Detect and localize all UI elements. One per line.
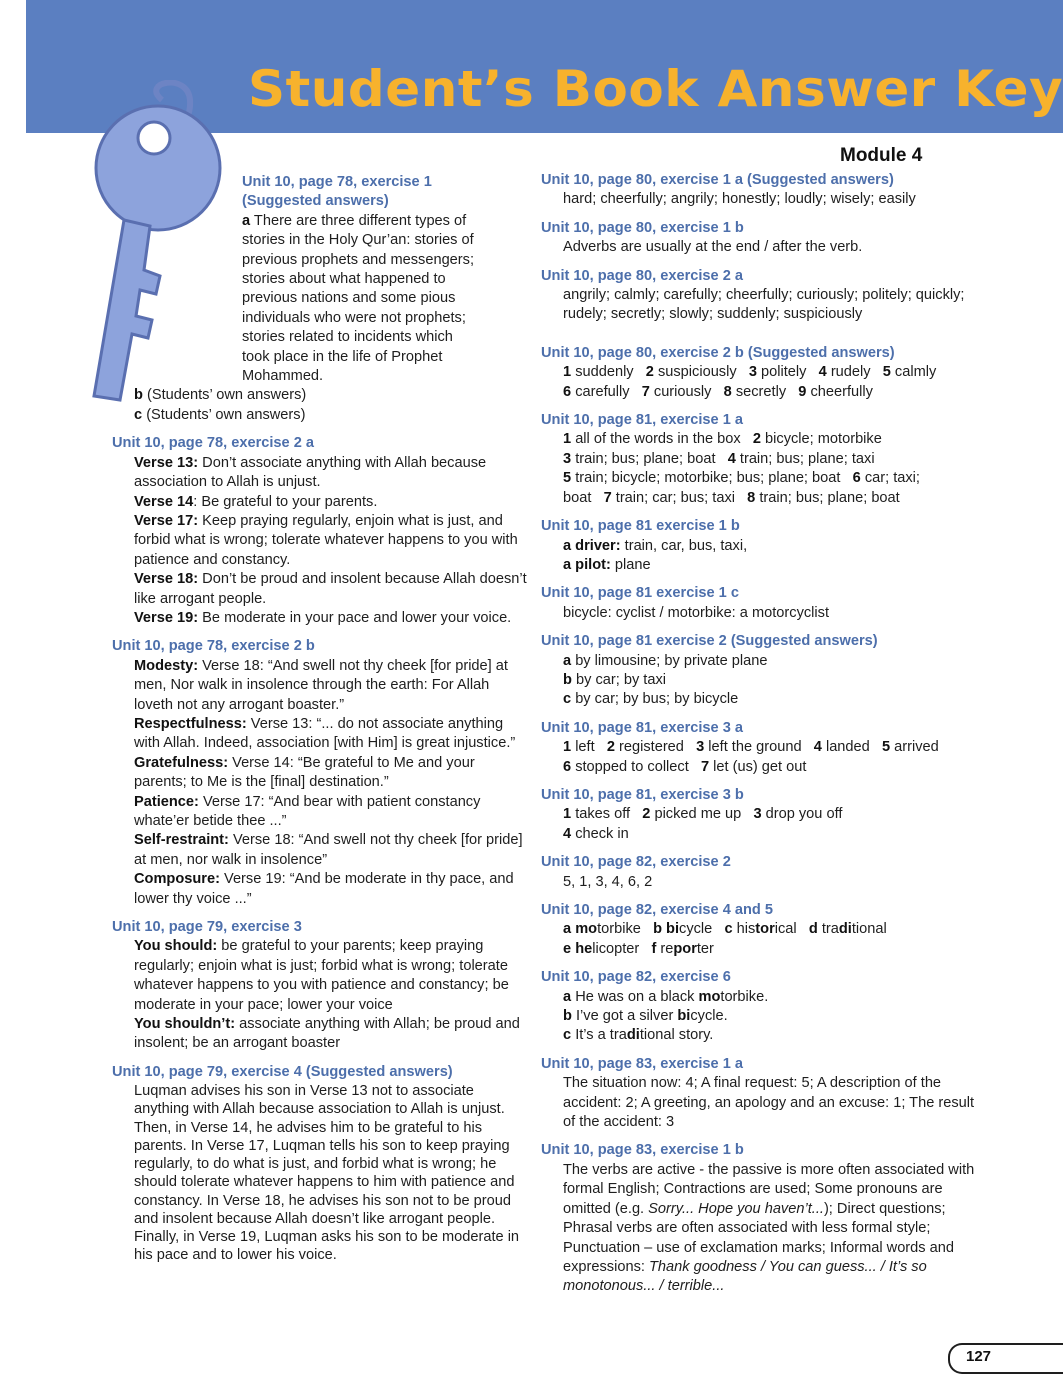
answer-text: cheerfully	[810, 383, 873, 400]
answer-text: Verse 18: “And swell not thy cheek [for pride] at men, Nor walk in insolence through the earth: For Allah loveth not any arrogant boaster.”	[134, 657, 508, 713]
item-number: 3	[748, 364, 757, 381]
answer-text: Don’t be proud and insolent because Allah doesn’t like arrogant people.	[134, 571, 527, 607]
answer-text: 5, 1, 3, 4, 6, 2	[563, 873, 653, 890]
item-label: Patience:	[134, 793, 199, 810]
section-heading-sub: (Suggested answers)	[242, 193, 389, 210]
answer-text: Verse 19: “And be moderate in thy pace, and lower thy voice ...”	[134, 871, 514, 907]
word-part: tional story.	[639, 1027, 714, 1044]
answer-line: stories about what happened to	[242, 271, 446, 288]
section-u10-p79-ex3	[112, 918, 530, 1054]
item-label: b	[653, 921, 662, 938]
item-label: Composure:	[134, 871, 220, 888]
answer-text: ); Direct questions; Phrasal verbs are often associated with less formal style; Punctuation – use of exclamation marks; Informal words and expressions:	[563, 1200, 954, 1275]
answer-text: hard; cheerfully; angrily; honestly; loudly; wisely; easily	[563, 191, 916, 208]
item-number: 4	[727, 450, 736, 467]
item-number: 2	[645, 364, 654, 381]
answer-text: by car; by taxi	[575, 671, 667, 688]
answer-text: curiously	[653, 383, 712, 400]
answer-line: individuals who were not prophets;	[242, 309, 466, 326]
item-number: 1	[563, 364, 572, 381]
word-part: torbike	[597, 921, 641, 938]
stressed-syllable: tor	[755, 921, 775, 938]
section-u10-p81-ex1b	[541, 517, 981, 575]
item-label: c	[724, 921, 733, 938]
item-number: 4	[563, 825, 572, 842]
section-u10-p81-ex2	[541, 632, 981, 710]
word-part: He was on a black	[575, 988, 699, 1005]
section-u10-p80-ex1a	[541, 171, 981, 210]
answer-text: Don’t associate anything with Allah because association to Allah is unjust.	[134, 454, 487, 491]
answer-text: bicycle: cyclist / motorbike: a motorcyclist	[563, 604, 829, 621]
item-label: a	[563, 988, 572, 1005]
word-part: tional	[851, 921, 887, 938]
section-heading: Unit 10, page 83, exercise 1 a	[541, 1055, 743, 1072]
stressed-syllable: bi	[677, 1008, 691, 1025]
item-label: b	[563, 1008, 572, 1025]
answer-text: angrily; calmly; carefully; cheerfully; curiously; politely; quickly; rudely; secretly; slowly; suddenly; suspiciously	[563, 287, 965, 323]
section-heading: Unit 10, page 81 exercise 2 (Suggested answers)	[541, 633, 878, 650]
item-number: 3	[563, 450, 572, 467]
section-u10-p78-ex2a	[112, 434, 530, 628]
section-heading: Unit 10, page 81, exercise 1 a	[541, 412, 743, 429]
item-label: Verse 19:	[134, 609, 199, 626]
section-u10-p79-ex4	[112, 1063, 530, 1264]
answer-line: previous nations and some pious	[242, 290, 456, 307]
answer-text: Luqman advises his son in Verse 13 not to associate anything with Allah because association to Allah is unjust. Then, in Verse 14, he advises him to be grateful to his parents. In Verse 17, Luqman tells his son to keep praying regularly, to do what is just, and forbid what is wrong; he should tolerate whatever happens to him with patience and constancy. In Verse 18, he advises his son not to be proud and insolent because Allah doesn’t like arrogant people. Finally, in Verse 19, Luqman asks his son to be moderate in his pace and to lower his voice.	[134, 1083, 520, 1264]
section-u10-p83-ex1a	[541, 1055, 981, 1133]
answer-text: by limousine; by private plane	[575, 652, 768, 669]
section-u10-p81-ex1c	[541, 584, 981, 623]
answer-text: calmly	[894, 364, 937, 381]
section-u10-p78-ex2b	[112, 637, 530, 909]
section-heading: Unit 10, page 80, exercise 2 b (Suggested answers)	[541, 344, 895, 361]
answer-text: train; bicycle; motorbike; bus; plane; boat	[575, 470, 841, 487]
word-part: It’s a tra	[575, 1027, 627, 1044]
answer-text: picked me up	[654, 806, 742, 823]
item-label: a	[563, 652, 572, 669]
item-number: 3	[753, 806, 762, 823]
section-heading: Unit 10, page 80, exercise 2 a	[541, 267, 743, 284]
answer-text: carefully	[575, 383, 630, 400]
page-number: 127	[966, 1348, 992, 1365]
answer-text: all of the words in the box	[575, 431, 741, 448]
item-number: 6	[563, 758, 572, 775]
item-number: 2	[606, 739, 615, 756]
item-number: 1	[563, 739, 572, 756]
item-label: Verse 13:	[134, 454, 199, 471]
item-number: 7	[700, 758, 710, 775]
item-number: 8	[747, 489, 756, 506]
section-u10-p82-ex2	[541, 853, 981, 892]
answer-text: Verse 14: “Be grateful to Me and your parents; to Me is the [final] destination.”	[134, 754, 475, 791]
answer-text: landed	[825, 739, 870, 756]
module-label: Module 4	[840, 145, 923, 166]
section-u10-p82-ex6	[541, 968, 981, 1046]
answer-text: stopped to collect	[575, 758, 689, 775]
word-part: cycle.	[690, 1008, 728, 1025]
answer-text: Be moderate in your pace and lower your voice.	[202, 609, 512, 626]
answer-text: train; bus; plane; taxi	[739, 450, 875, 467]
page-number-tab	[948, 1343, 1063, 1374]
answer-text: : Be grateful to your parents.	[193, 493, 378, 510]
section-u10-p78-ex1	[112, 173, 530, 425]
section-heading: Unit 10, page 78, exercise 1	[242, 174, 432, 190]
item-label: You shouldn’t:	[134, 1016, 236, 1033]
answer-text: rudely	[830, 364, 871, 381]
item-label: You should:	[134, 938, 218, 955]
answer-text: drop you off	[765, 806, 843, 823]
item-number: 8	[723, 383, 732, 400]
word-part: tra	[821, 921, 839, 938]
item-label: Self-restraint:	[134, 832, 229, 849]
item-label: a	[563, 921, 572, 938]
item-label: a pilot:	[563, 556, 611, 573]
word-part: re	[660, 940, 674, 957]
answer-text: left the ground	[708, 739, 802, 756]
word-part: cycle	[679, 921, 713, 938]
answer-text: The verbs are active - the passive is more often associated with formal English; Contractions are used; Some pronouns are omitted (e.g.	[563, 1161, 975, 1217]
item-number: 5	[563, 470, 572, 487]
item-label: c	[563, 1027, 572, 1044]
section-u10-p80-ex2b	[541, 344, 981, 402]
section-heading: Unit 10, page 80, exercise 1 a (Suggested answers)	[541, 172, 894, 188]
stressed-syllable: bi	[666, 921, 680, 938]
answer-text: politely	[761, 364, 807, 381]
answer-text: associate anything with Allah; be proud and insolent; be an arrogant boaster	[134, 1016, 520, 1052]
section-u10-p81-ex3b	[541, 786, 981, 844]
item-number: 9	[798, 383, 807, 400]
item-number: 3	[696, 739, 705, 756]
answer-text: Verse 18: “And swell not thy cheek [for pride] at men, nor walk in insolence”	[134, 832, 523, 868]
answer-text: be grateful to your parents; keep praying regularly; enjoin what is just; forbid what is wrong; tolerate whatever happens to you with patience and constancy; be moderate in your pace; lower your voice	[134, 938, 509, 1013]
item-label: c	[563, 691, 572, 708]
item-number: 1	[563, 431, 572, 448]
right-column	[541, 171, 981, 1306]
answer-text: The situation now: 4; A final request: 5; A description of the accident: 2; A greeting, an apology and an excuse: 1; The result of the accident: 3	[563, 1075, 975, 1131]
answer-text: train; bus; plane; boat	[575, 450, 716, 467]
answer-text: takes off	[575, 806, 631, 823]
section-heading: Unit 10, page 78, exercise 2 b	[112, 638, 315, 655]
answer-text: secretly	[735, 383, 787, 400]
item-label: b	[134, 387, 143, 404]
answer-line: There are three different types of	[253, 212, 467, 229]
section-u10-p83-ex1b	[541, 1141, 981, 1296]
section-u10-p81-ex1a	[541, 411, 981, 508]
answer-text: left	[575, 739, 595, 756]
item-number: 4	[813, 739, 822, 756]
answer-text: by car; by bus; by bicycle	[575, 691, 739, 708]
section-heading: Unit 10, page 79, exercise 3	[112, 919, 302, 936]
item-number: 1	[563, 806, 572, 823]
item-label: b	[563, 671, 572, 688]
item-label: c	[134, 406, 143, 423]
item-label: Respectfulness:	[134, 715, 247, 732]
example-text: Thank goodness / You can guess... / It’s so monotonous... / terrible...	[563, 1258, 927, 1295]
section-heading: Unit 10, page 79, exercise 4 (Suggested answers)	[112, 1063, 453, 1080]
answer-line: previous prophets and messengers;	[242, 251, 475, 268]
item-number: 7	[603, 489, 612, 506]
section-heading: Unit 10, page 81 exercise 1 b	[541, 518, 740, 535]
answer-line: Mohammed.	[242, 368, 324, 385]
answer-line: stories related to incidents which	[242, 329, 453, 346]
word-part: his	[736, 921, 756, 938]
stressed-syllable: mo	[575, 921, 598, 938]
item-number: 2	[752, 431, 761, 448]
answer-text: train; car; bus; taxi	[615, 489, 735, 506]
item-label: Verse 18:	[134, 571, 199, 588]
answer-text: suspiciously	[657, 364, 737, 381]
word-part: I’ve got a silver	[575, 1008, 678, 1025]
item-number: 6	[852, 470, 861, 487]
item-label: Verse 17:	[134, 512, 199, 529]
section-heading: Unit 10, page 83, exercise 1 b	[541, 1142, 744, 1159]
answer-text: plane	[614, 556, 651, 573]
answer-text: Verse 13: “... do not associate anything with Allah. Indeed, association [with Him] is great injustice.”	[134, 715, 516, 752]
item-label: e	[563, 940, 572, 957]
item-label: Gratefulness:	[134, 754, 229, 771]
answer-line: stories in the Holy Qur’an: stories of	[242, 232, 474, 249]
left-column	[112, 173, 530, 1273]
word-part: ter	[696, 940, 714, 957]
item-label: a driver:	[563, 537, 621, 554]
section-heading: Unit 10, page 80, exercise 1 b	[541, 219, 744, 236]
section-heading: Unit 10, page 81 exercise 1 c	[541, 585, 739, 602]
stressed-syllable: di	[838, 921, 852, 938]
answer-text: train; bus; plane; boat	[759, 489, 900, 506]
item-label: f	[651, 940, 657, 957]
item-number: 4	[818, 364, 827, 381]
item-number: 5	[882, 364, 891, 381]
section-u10-p80-ex2a	[541, 267, 981, 325]
item-label: Verse 14	[134, 493, 194, 510]
answer-text: registered	[619, 739, 684, 756]
answer-text: boat	[563, 489, 592, 506]
item-label: d	[808, 921, 818, 938]
answer-text: (Students’ own answers)	[146, 387, 307, 404]
item-number: 5	[881, 739, 891, 756]
answer-text: arrived	[894, 739, 939, 756]
answer-text: car; taxi;	[864, 470, 920, 487]
section-u10-p80-ex1b	[541, 219, 981, 258]
section-u10-p82-ex4-5	[541, 901, 981, 959]
answer-text: Verse 17: “And bear with patient constancy whate’er betide thee ...”	[134, 793, 481, 829]
word-part: licopter	[592, 940, 640, 957]
answer-text: bicycle; motorbike	[765, 431, 882, 448]
section-heading: Unit 10, page 82, exercise 2	[541, 854, 731, 871]
stressed-syllable: he	[575, 940, 593, 957]
answer-text: Adverbs are usually at the end / after the verb.	[563, 239, 863, 256]
answer-text: Keep praying regularly, enjoin what is just, and forbid what is wrong; tolerate whatever happens to you with patience and constancy.	[134, 512, 518, 568]
answer-text: suddenly	[575, 364, 634, 381]
example-text: Sorry... Hope you haven’t...	[648, 1200, 824, 1217]
answer-text: (Students’ own answers)	[146, 406, 306, 423]
section-heading: Unit 10, page 81, exercise 3 a	[541, 719, 743, 736]
section-heading: Unit 10, page 78, exercise 2 a	[112, 435, 314, 452]
section-heading: Unit 10, page 82, exercise 4 and 5	[541, 902, 773, 918]
word-part: ical	[774, 921, 797, 938]
stressed-syllable: por	[673, 940, 697, 957]
section-u10-p81-ex3a	[541, 719, 981, 777]
answer-text: check in	[575, 825, 629, 842]
word-part: torbike.	[720, 988, 769, 1005]
item-label: Modesty:	[134, 657, 199, 674]
section-heading: Unit 10, page 82, exercise 6	[541, 969, 731, 986]
item-label: a	[242, 212, 251, 229]
item-number: 2	[642, 806, 651, 823]
stressed-syllable: mo	[698, 988, 721, 1005]
item-number: 7	[641, 383, 650, 400]
answer-line: took place in the life of Prophet	[242, 348, 443, 365]
answer-text: let (us) get out	[713, 758, 807, 775]
stressed-syllable: di	[626, 1027, 640, 1044]
section-heading: Unit 10, page 81, exercise 3 b	[541, 786, 744, 803]
item-number: 6	[563, 383, 572, 400]
answer-text: train, car, bus, taxi,	[624, 537, 748, 554]
page-title: Student’s Book Answer Key	[248, 60, 1063, 118]
